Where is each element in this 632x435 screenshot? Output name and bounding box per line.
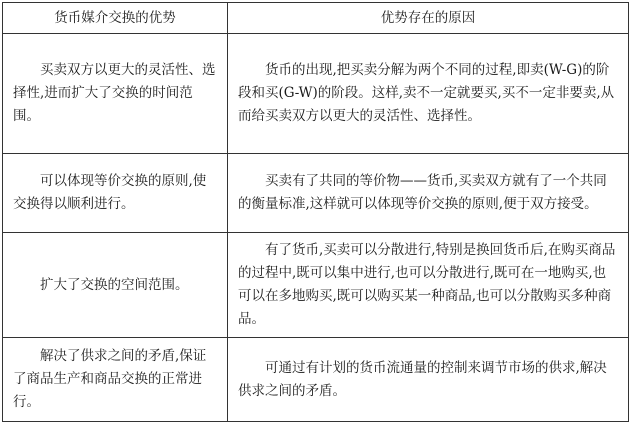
table-header-row bbox=[3, 3, 629, 34]
table-row bbox=[3, 233, 629, 338]
header-advantage: 货币媒介交换的优势 bbox=[3, 3, 228, 34]
table-row bbox=[3, 338, 629, 422]
reason-text: 货币的出现,把买卖分解为两个不同的过程,即卖(W-G)的阶段和买(G-W)的阶段。这样,卖不一定就要买,买不一定非要卖,从而给买卖双方以更大的灵活性、选择性。 bbox=[238, 62, 615, 124]
reason-text: 有了货币,买卖可以分散进行,特别是换回货币后,在购买商品的过程中,既可以集中进行,也可以分散进行,既可在一地购买,也可以在多地购买,既可以购买某一种商品,也可以分散购买多种商品。 bbox=[238, 242, 616, 327]
advantage-text: 买卖双方以更大的灵活性、选择性,进而扩大了交换的时间范围。 bbox=[13, 62, 216, 124]
reason-cell bbox=[228, 34, 629, 154]
reason-cell bbox=[228, 338, 629, 422]
advantage-text: 扩大了交换的空间范围。 bbox=[40, 276, 189, 293]
advantage-text: 解决了供求之间的矛盾,保证了商品生产和商品交换的正常进行。 bbox=[13, 348, 207, 410]
advantage-cell bbox=[3, 233, 228, 338]
header-reason: 优势存在的原因 bbox=[228, 3, 629, 34]
advantage-cell bbox=[3, 338, 228, 422]
table-row bbox=[3, 34, 629, 154]
reason-cell bbox=[228, 154, 629, 233]
advantage-cell bbox=[3, 34, 228, 154]
advantage-text: 可以体现等价交换的原则,使交换得以顺利进行。 bbox=[13, 173, 207, 212]
reason-cell bbox=[228, 233, 629, 338]
table-row bbox=[3, 154, 629, 233]
reason-text: 买卖有了共同的等价物——货币,买卖双方就有了一个共同的衡量标准,这样就可以体现等价交换的原则,便于双方接受。 bbox=[238, 173, 607, 212]
advantage-cell bbox=[3, 154, 228, 233]
reason-text: 可通过有计划的货币流通量的控制来调节市场的供求,解决供求之间的矛盾。 bbox=[238, 359, 607, 399]
advantages-table bbox=[2, 2, 629, 422]
